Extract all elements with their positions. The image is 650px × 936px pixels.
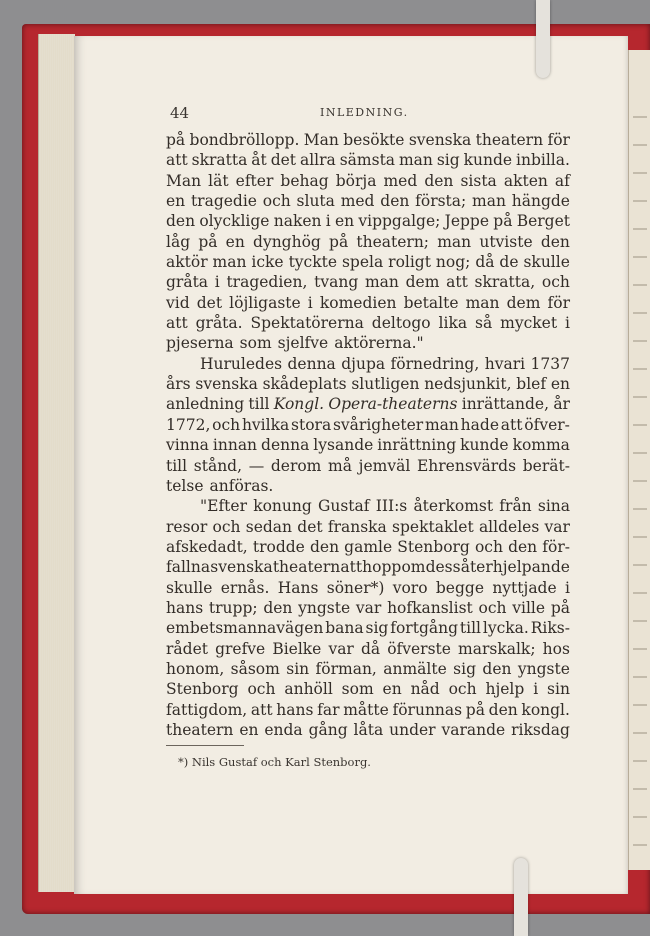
word: djupa	[341, 354, 386, 373]
word: dess	[425, 558, 461, 577]
word: pjeserna	[166, 334, 234, 353]
word: svenska	[195, 375, 258, 394]
text-line	[166, 354, 570, 374]
word: 1737	[530, 354, 570, 373]
word: innan	[212, 436, 258, 455]
word: gamle	[344, 537, 393, 556]
word: Stenborg	[397, 537, 470, 556]
word: aktör	[166, 253, 208, 272]
word: grefve	[215, 639, 266, 658]
word: slutligen	[351, 375, 420, 394]
text-line	[166, 211, 570, 231]
word: den	[488, 700, 518, 719]
word: franska	[327, 517, 387, 536]
word: olycklige	[199, 212, 270, 231]
word: den	[380, 192, 410, 211]
text-line	[166, 333, 570, 353]
word: sista	[460, 171, 497, 190]
word: och	[478, 598, 507, 617]
text-line	[166, 639, 570, 659]
word: till	[459, 619, 481, 638]
word: sjelfve	[277, 334, 329, 353]
word: för	[547, 293, 570, 312]
word: sig	[453, 659, 477, 678]
footnote-rule	[166, 745, 244, 746]
word: theatern	[475, 131, 544, 149]
word: i	[564, 578, 570, 597]
word: sig	[436, 151, 460, 170]
word: i	[533, 680, 539, 699]
word: man	[424, 415, 459, 434]
word: på	[329, 232, 349, 251]
word: lycka.	[482, 619, 529, 638]
word: honom,	[166, 659, 225, 678]
word: spela	[341, 253, 384, 272]
text-line	[166, 456, 570, 476]
word: Opera-theaterns	[328, 395, 458, 414]
word: spektaklet	[392, 517, 474, 536]
word: års	[166, 375, 191, 394]
word: var	[328, 639, 354, 658]
word: embetsmannavägen	[166, 619, 324, 638]
word: svenska	[408, 131, 472, 149]
word: far	[317, 700, 340, 719]
word: en	[550, 375, 570, 394]
word: kongl.	[521, 700, 570, 719]
word: den	[508, 537, 538, 556]
word: och	[262, 192, 291, 211]
word: att	[250, 700, 273, 719]
text-line	[166, 293, 570, 313]
footnote: *) Nils Gustaf och Karl Stenborg.	[178, 755, 371, 769]
word: naken	[273, 212, 322, 231]
word: i	[564, 314, 570, 333]
running-head: INLEDNING.	[320, 106, 409, 119]
word: denna	[261, 436, 310, 455]
word: lät	[208, 171, 229, 190]
word: lysande	[313, 436, 374, 455]
word: skådeplats	[262, 375, 347, 394]
word: att	[500, 415, 523, 434]
text-line	[166, 130, 570, 150]
word: stora	[291, 415, 332, 434]
word: på	[550, 598, 570, 617]
word: sin	[286, 659, 310, 678]
word: sedan	[245, 517, 293, 536]
word: Gustaf	[317, 497, 370, 516]
word: förnedring,	[390, 354, 480, 373]
word: enda	[264, 720, 303, 739]
word: theatern	[272, 558, 341, 577]
word: utviste	[479, 232, 533, 251]
text-line	[166, 374, 570, 394]
word: denna	[287, 354, 336, 373]
word: återkomst	[413, 497, 494, 516]
word: att	[166, 314, 188, 333]
word: vippgalge;	[358, 212, 441, 231]
word: skratta,	[474, 273, 536, 292]
word: och	[247, 680, 276, 699]
text-line	[166, 171, 570, 191]
word: skratta	[191, 151, 248, 170]
word: den	[166, 212, 196, 231]
word: söner*)	[326, 578, 385, 597]
word: stånd,	[193, 456, 243, 475]
word: allra	[299, 151, 336, 170]
word: afskedadt,	[166, 537, 248, 556]
word: löjligaste	[229, 293, 301, 312]
word: om	[401, 558, 426, 577]
page-edges-right	[628, 50, 650, 870]
word: i	[214, 273, 220, 292]
word: till	[166, 456, 188, 475]
word: inrättning	[377, 436, 457, 455]
word: och	[474, 537, 503, 556]
word: och	[212, 517, 241, 536]
word: komedien	[319, 293, 397, 312]
word: den	[540, 232, 570, 251]
word: låta	[353, 720, 384, 739]
word: akten	[503, 171, 548, 190]
word: Spektatörerna	[250, 314, 364, 333]
word: berät-	[522, 456, 570, 475]
text-line	[166, 435, 570, 455]
word: Man	[166, 171, 202, 190]
word: den	[309, 537, 340, 556]
word: då	[475, 253, 495, 272]
text-line	[166, 517, 570, 537]
word: deltogo	[371, 314, 431, 333]
word: anföras.	[209, 476, 274, 495]
word: theatern;	[356, 232, 430, 251]
word: nyttjade	[492, 578, 557, 597]
word: roligt	[388, 253, 431, 272]
word: på	[493, 212, 513, 231]
word: nedsjunkit,	[424, 375, 512, 394]
word: hjelp	[485, 680, 525, 699]
word: måtte	[343, 700, 389, 719]
word: en	[166, 192, 186, 211]
word: det	[270, 151, 297, 170]
word: som	[341, 680, 374, 699]
word: öfverste	[387, 639, 451, 658]
word: under	[389, 720, 436, 739]
word: gråta.	[195, 314, 243, 333]
word: år	[553, 395, 570, 414]
word: Berget	[516, 212, 570, 231]
word: Hans	[277, 578, 319, 597]
text-line	[166, 679, 570, 699]
text-line	[166, 191, 570, 211]
word: det	[196, 293, 223, 312]
word: hängde	[511, 192, 570, 211]
word: derom	[270, 456, 322, 475]
word: för	[547, 131, 570, 149]
text-line	[166, 659, 570, 679]
word: Stenborg	[166, 680, 239, 699]
word: börja	[335, 171, 377, 190]
word: gråta	[166, 273, 209, 292]
word: att	[340, 558, 363, 577]
word: i	[307, 293, 313, 312]
word: anledning	[166, 395, 245, 414]
word: "Efter	[200, 497, 247, 516]
word: och	[212, 415, 241, 434]
word: efter	[235, 171, 274, 190]
word: aktörerna."	[334, 334, 424, 353]
word: hofkanslist	[387, 598, 473, 617]
word: resor	[166, 517, 208, 536]
word: bondbröllopp.	[189, 131, 300, 149]
text-line	[166, 700, 570, 720]
word: kunde	[460, 436, 509, 455]
word: inbilla.	[516, 151, 570, 170]
word: och	[541, 273, 570, 292]
word: anmälte	[383, 659, 447, 678]
word: 1772,	[166, 415, 211, 434]
word: komma	[512, 436, 570, 455]
body-text	[166, 130, 570, 740]
word: för-	[542, 537, 570, 556]
word: jemväl	[358, 456, 411, 475]
text-line	[166, 598, 570, 618]
word: bana	[325, 619, 364, 638]
word: nåd	[410, 680, 440, 699]
word: med	[383, 171, 418, 190]
word: så	[475, 314, 493, 333]
word: tragedie	[190, 192, 257, 211]
word: blef	[516, 375, 547, 394]
word: vid	[166, 293, 190, 312]
text-line	[166, 232, 570, 252]
word: Riks-	[530, 619, 570, 638]
word: svårigheter	[332, 415, 424, 434]
text-line	[166, 313, 570, 333]
word: en	[225, 232, 245, 251]
word: att	[166, 151, 188, 170]
word: till	[248, 395, 270, 414]
word: besökte	[343, 131, 405, 149]
word: ernås.	[220, 578, 270, 597]
word: trodde	[252, 537, 305, 556]
word: den	[263, 598, 293, 617]
word: Kongl.	[273, 395, 325, 414]
word: var	[355, 598, 382, 617]
word: svenska	[210, 558, 273, 577]
word: fattigdom,	[166, 700, 248, 719]
word: åt	[251, 151, 267, 170]
word: inrättande,	[461, 395, 550, 414]
word: yngste	[298, 598, 351, 617]
word: begge	[435, 578, 484, 597]
word: Huruledes	[200, 354, 283, 373]
word: och	[448, 680, 477, 699]
word: öfver-	[524, 415, 570, 434]
word: betalte	[403, 293, 459, 312]
word: —	[248, 456, 265, 475]
word: såsom	[230, 659, 280, 678]
word: hos	[542, 639, 570, 658]
word: varande	[441, 720, 506, 739]
word: hopp	[362, 558, 402, 577]
word: förman,	[315, 659, 377, 678]
text-line	[166, 557, 570, 577]
word: sämsta	[339, 151, 396, 170]
word: sluta	[296, 192, 335, 211]
word: Jeppe	[444, 212, 490, 231]
word: må	[328, 456, 352, 475]
word: hvilka	[241, 415, 290, 434]
text-line	[166, 618, 570, 638]
text-line	[166, 150, 570, 170]
word: af	[554, 171, 570, 190]
word: riksdag	[511, 720, 570, 739]
text-line	[166, 272, 570, 292]
word: Man	[303, 131, 339, 149]
word: man	[212, 253, 247, 272]
text-line	[166, 496, 570, 516]
word: tvang	[314, 273, 359, 292]
text-line	[166, 720, 570, 740]
word: i	[325, 212, 331, 231]
word: rådet	[166, 639, 208, 658]
word: en	[239, 720, 259, 739]
word: på	[198, 232, 218, 251]
word: återhjelpande	[460, 558, 570, 577]
word: på	[166, 131, 186, 149]
word: gång	[308, 720, 348, 739]
word: sin	[547, 680, 570, 699]
word: fortgång	[390, 619, 459, 638]
word: skulle	[166, 578, 213, 597]
text-line	[166, 252, 570, 272]
word: III:s	[375, 497, 408, 516]
word: vinna	[166, 436, 209, 455]
word: förunnas	[392, 700, 463, 719]
word: trupp;	[208, 598, 258, 617]
word: hans	[276, 700, 314, 719]
word: theatern	[166, 720, 234, 739]
word: att	[446, 273, 468, 292]
word: sina	[537, 497, 570, 516]
word: Ehrensvärds	[416, 456, 517, 475]
word: som	[239, 334, 272, 353]
word: med	[340, 192, 375, 211]
word: konung	[253, 497, 312, 516]
text-line	[166, 394, 570, 414]
word: Bielke	[272, 639, 322, 658]
word: sig	[365, 619, 389, 638]
word: man	[364, 273, 399, 292]
word: den	[482, 659, 512, 678]
word: en	[334, 212, 355, 231]
word: man	[465, 293, 500, 312]
word: man	[437, 232, 472, 251]
word: kunde	[463, 151, 513, 170]
word: ville	[512, 598, 546, 617]
page-header	[170, 106, 570, 122]
page-number: 44	[170, 104, 190, 122]
word: alldeles	[478, 517, 540, 536]
word: man	[472, 192, 506, 211]
word: voro	[392, 578, 428, 597]
word: tragedien,	[226, 273, 308, 292]
word: nog;	[435, 253, 471, 272]
word: dem	[506, 293, 541, 312]
word: första;	[415, 192, 467, 211]
word: dynghög	[253, 232, 321, 251]
word: lika	[438, 314, 468, 333]
word: behag	[280, 171, 329, 190]
word: marskalk;	[458, 639, 536, 658]
word: mycket	[500, 314, 558, 333]
word: en	[382, 680, 402, 699]
word: man	[398, 151, 433, 170]
text-line	[166, 578, 570, 598]
word: det	[297, 517, 323, 536]
text-line	[166, 415, 570, 435]
page-clip-top	[536, 0, 550, 78]
text-line	[166, 476, 570, 496]
word: hvari	[484, 354, 526, 373]
word: telse	[166, 476, 204, 495]
word: då	[360, 639, 381, 658]
word: fallna	[166, 558, 211, 577]
word: yngste	[517, 659, 570, 678]
word: skulle	[523, 253, 570, 272]
word: låg	[166, 232, 191, 251]
word: hans	[166, 598, 204, 617]
word: dem	[405, 273, 440, 292]
word: den	[424, 171, 454, 190]
page-edges-left	[38, 34, 75, 892]
word: på	[465, 700, 485, 719]
word: från	[499, 497, 532, 516]
word: hade	[460, 415, 499, 434]
word: icke	[251, 253, 284, 272]
word: var	[544, 517, 570, 536]
word: anhöll	[284, 680, 333, 699]
word: tyckte	[288, 253, 338, 272]
text-line	[166, 537, 570, 557]
word: de	[499, 253, 519, 272]
page-clip-bottom	[514, 858, 528, 936]
